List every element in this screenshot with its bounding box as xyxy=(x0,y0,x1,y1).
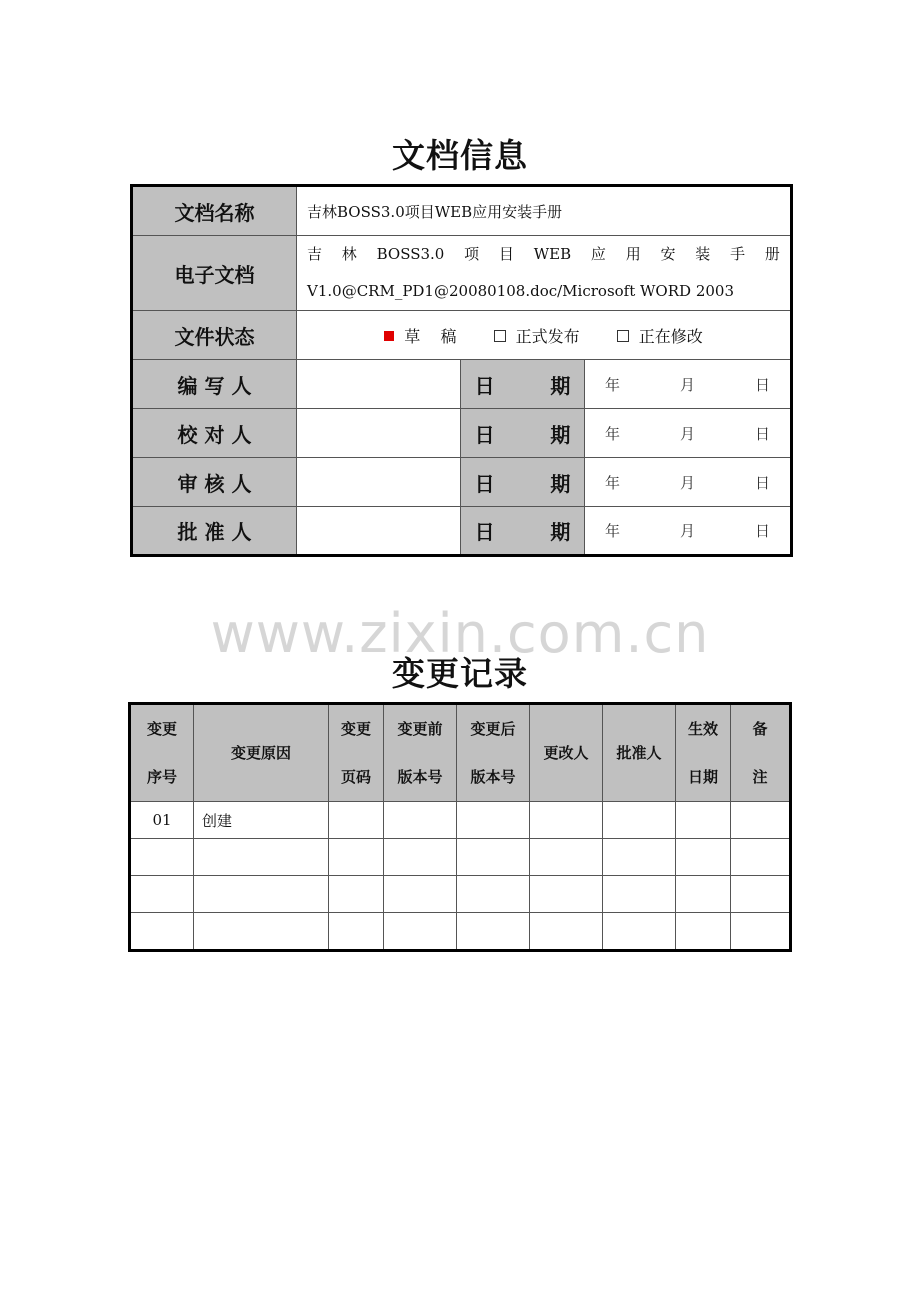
sign-role-label: 批 准 人 xyxy=(132,507,297,556)
date-label: 日 期 xyxy=(461,409,585,458)
sign-row xyxy=(132,507,792,556)
ebook-line1-token: BOSS3.0 xyxy=(376,245,445,263)
change-log-cell[interactable] xyxy=(329,839,384,876)
change-log-header xyxy=(384,704,457,802)
change-log-row xyxy=(130,802,791,839)
change-log-cell[interactable] xyxy=(457,839,530,876)
change-log-cell[interactable] xyxy=(530,876,603,913)
sign-name-field[interactable] xyxy=(297,458,461,507)
header-text: 更改人 xyxy=(543,744,589,762)
year-text: 年 xyxy=(604,375,620,394)
change-log-cell[interactable] xyxy=(731,839,791,876)
year-text: 年 xyxy=(604,424,620,443)
change-log-cell[interactable] xyxy=(676,802,731,839)
status-option-released[interactable] xyxy=(494,324,580,347)
change-log-cell[interactable] xyxy=(530,913,603,951)
change-log-cell[interactable] xyxy=(194,876,329,913)
sign-name-field[interactable] xyxy=(297,409,461,458)
change-log-header xyxy=(676,704,731,802)
ebook-line1-token: 装 xyxy=(695,245,711,263)
day-text: 日 xyxy=(755,473,771,492)
status-option-draft[interactable] xyxy=(384,324,456,347)
sign-name-field[interactable] xyxy=(297,360,461,409)
change-log-header-row xyxy=(130,704,791,802)
status-option-label: 草 稿 xyxy=(404,326,457,346)
change-log-header xyxy=(194,704,329,802)
month-text: 月 xyxy=(679,424,695,443)
header-text: 变更前 xyxy=(397,720,443,738)
header-text: 注 xyxy=(752,768,768,786)
day-text: 日 xyxy=(755,375,771,394)
sign-row xyxy=(132,458,792,507)
status-label: 文件状态 xyxy=(132,311,297,360)
change-log-cell[interactable] xyxy=(676,876,731,913)
ebook-label: 电子文档 xyxy=(132,236,297,311)
change-log-row xyxy=(130,913,791,951)
ebook-line1-token: 目 xyxy=(498,245,514,263)
change-log-cell[interactable] xyxy=(384,839,457,876)
sign-row xyxy=(132,360,792,409)
unchecked-square-icon xyxy=(494,330,506,342)
header-text: 序号 xyxy=(146,768,177,786)
change-log-title: 变更记录 xyxy=(392,654,528,693)
ebook-line1-token: 用 xyxy=(625,245,641,263)
change-log-header xyxy=(329,704,384,802)
change-log-header xyxy=(731,704,791,802)
date-label: 日 期 xyxy=(461,507,585,556)
change-log-cell[interactable] xyxy=(329,802,384,839)
date-field[interactable] xyxy=(585,507,792,556)
status-option-label: 正式发布 xyxy=(515,326,580,346)
ebook-line1-token: WEB xyxy=(533,245,572,263)
ebook-line2: V1.0@CRM_PD1@20080108.doc/Microsoft WORD 2003 xyxy=(307,282,734,300)
change-log-cell[interactable] xyxy=(130,913,194,951)
month-text: 月 xyxy=(679,473,695,492)
date-field[interactable] xyxy=(585,360,792,409)
change-log-cell[interactable] xyxy=(457,876,530,913)
sign-name-field[interactable] xyxy=(297,507,461,556)
change-log-cell[interactable] xyxy=(329,876,384,913)
status-options xyxy=(297,311,792,360)
change-log-cell[interactable] xyxy=(731,913,791,951)
header-text: 批准人 xyxy=(616,744,662,762)
change-log-cell[interactable] xyxy=(457,802,530,839)
status-option-label: 正在修改 xyxy=(638,326,703,346)
change-log-header xyxy=(603,704,676,802)
ebook-line1-token: 吉 xyxy=(307,245,323,263)
ebook-line1-token: 应 xyxy=(590,245,606,263)
change-log-table xyxy=(128,702,792,952)
change-log-cell[interactable] xyxy=(530,839,603,876)
day-text: 日 xyxy=(755,424,771,443)
header-text: 日期 xyxy=(687,768,718,786)
change-log-cell[interactable] xyxy=(194,839,329,876)
change-log-cell[interactable] xyxy=(384,913,457,951)
change-log-cell[interactable] xyxy=(457,913,530,951)
change-log-cell[interactable] xyxy=(194,913,329,951)
change-log-cell[interactable] xyxy=(530,802,603,839)
header-text: 变更后 xyxy=(470,720,516,738)
ebook-line1-token: 手 xyxy=(730,245,746,263)
change-log-cell[interactable] xyxy=(676,913,731,951)
ebook-line1-token: 安 xyxy=(660,245,676,263)
date-label: 日 期 xyxy=(461,360,585,409)
change-log-cell[interactable] xyxy=(603,839,676,876)
month-text: 月 xyxy=(679,522,695,540)
change-log-cell[interactable] xyxy=(731,802,791,839)
change-log-row xyxy=(130,839,791,876)
change-log-cell[interactable] xyxy=(384,802,457,839)
day-text: 日 xyxy=(755,522,771,540)
watermark: www.zixin.com.cn xyxy=(210,602,710,665)
status-option-modifying[interactable] xyxy=(617,324,703,347)
change-log-cell[interactable] xyxy=(603,913,676,951)
checked-square-icon xyxy=(384,331,394,341)
month-text: 月 xyxy=(679,375,695,394)
header-text: 页码 xyxy=(340,768,371,786)
sign-role-label: 审 核 人 xyxy=(132,458,297,507)
change-log-cell[interactable] xyxy=(676,839,731,876)
ebook-line1 xyxy=(307,236,780,273)
date-field[interactable] xyxy=(585,409,792,458)
year-text: 年 xyxy=(604,522,620,540)
ebook-line1-token: 林 xyxy=(341,245,357,263)
header-text: 生效 xyxy=(687,720,718,738)
ebook-value xyxy=(297,236,792,311)
change-log-cell[interactable] xyxy=(130,876,194,913)
change-log-cell[interactable]: 创建 xyxy=(194,802,329,839)
change-log-cell[interactable] xyxy=(384,876,457,913)
change-log-header xyxy=(530,704,603,802)
date-field[interactable] xyxy=(585,458,792,507)
unchecked-square-icon xyxy=(617,330,629,342)
change-log-cell[interactable]: 01 xyxy=(130,802,194,839)
header-text: 版本号 xyxy=(397,768,443,786)
change-log-cell[interactable] xyxy=(603,802,676,839)
date-label: 日 期 xyxy=(461,458,585,507)
year-text: 年 xyxy=(604,473,620,492)
change-log-cell[interactable] xyxy=(731,876,791,913)
change-log-row xyxy=(130,876,791,913)
doc-info-table xyxy=(130,184,793,557)
header-text: 版本号 xyxy=(470,768,516,786)
change-log-cell[interactable] xyxy=(130,839,194,876)
header-text: 备 xyxy=(752,720,768,738)
header-text: 变更原因 xyxy=(230,744,291,762)
ebook-line1-token: 册 xyxy=(764,245,780,263)
change-log-cell[interactable] xyxy=(329,913,384,951)
change-log-header xyxy=(457,704,530,802)
doc-info-title: 文档信息 xyxy=(392,136,528,175)
sign-row xyxy=(132,409,792,458)
doc-name-value: 吉林BOSS3.0项目WEB应用安装手册 xyxy=(297,186,792,236)
doc-name-label: 文档名称 xyxy=(132,186,297,236)
sign-role-label: 编 写 人 xyxy=(132,360,297,409)
change-log-cell[interactable] xyxy=(603,876,676,913)
ebook-line1-token: 项 xyxy=(464,245,480,263)
change-log-header xyxy=(130,704,194,802)
sign-role-label: 校 对 人 xyxy=(132,409,297,458)
header-text: 变更 xyxy=(340,720,371,738)
header-text: 变更 xyxy=(146,720,177,738)
